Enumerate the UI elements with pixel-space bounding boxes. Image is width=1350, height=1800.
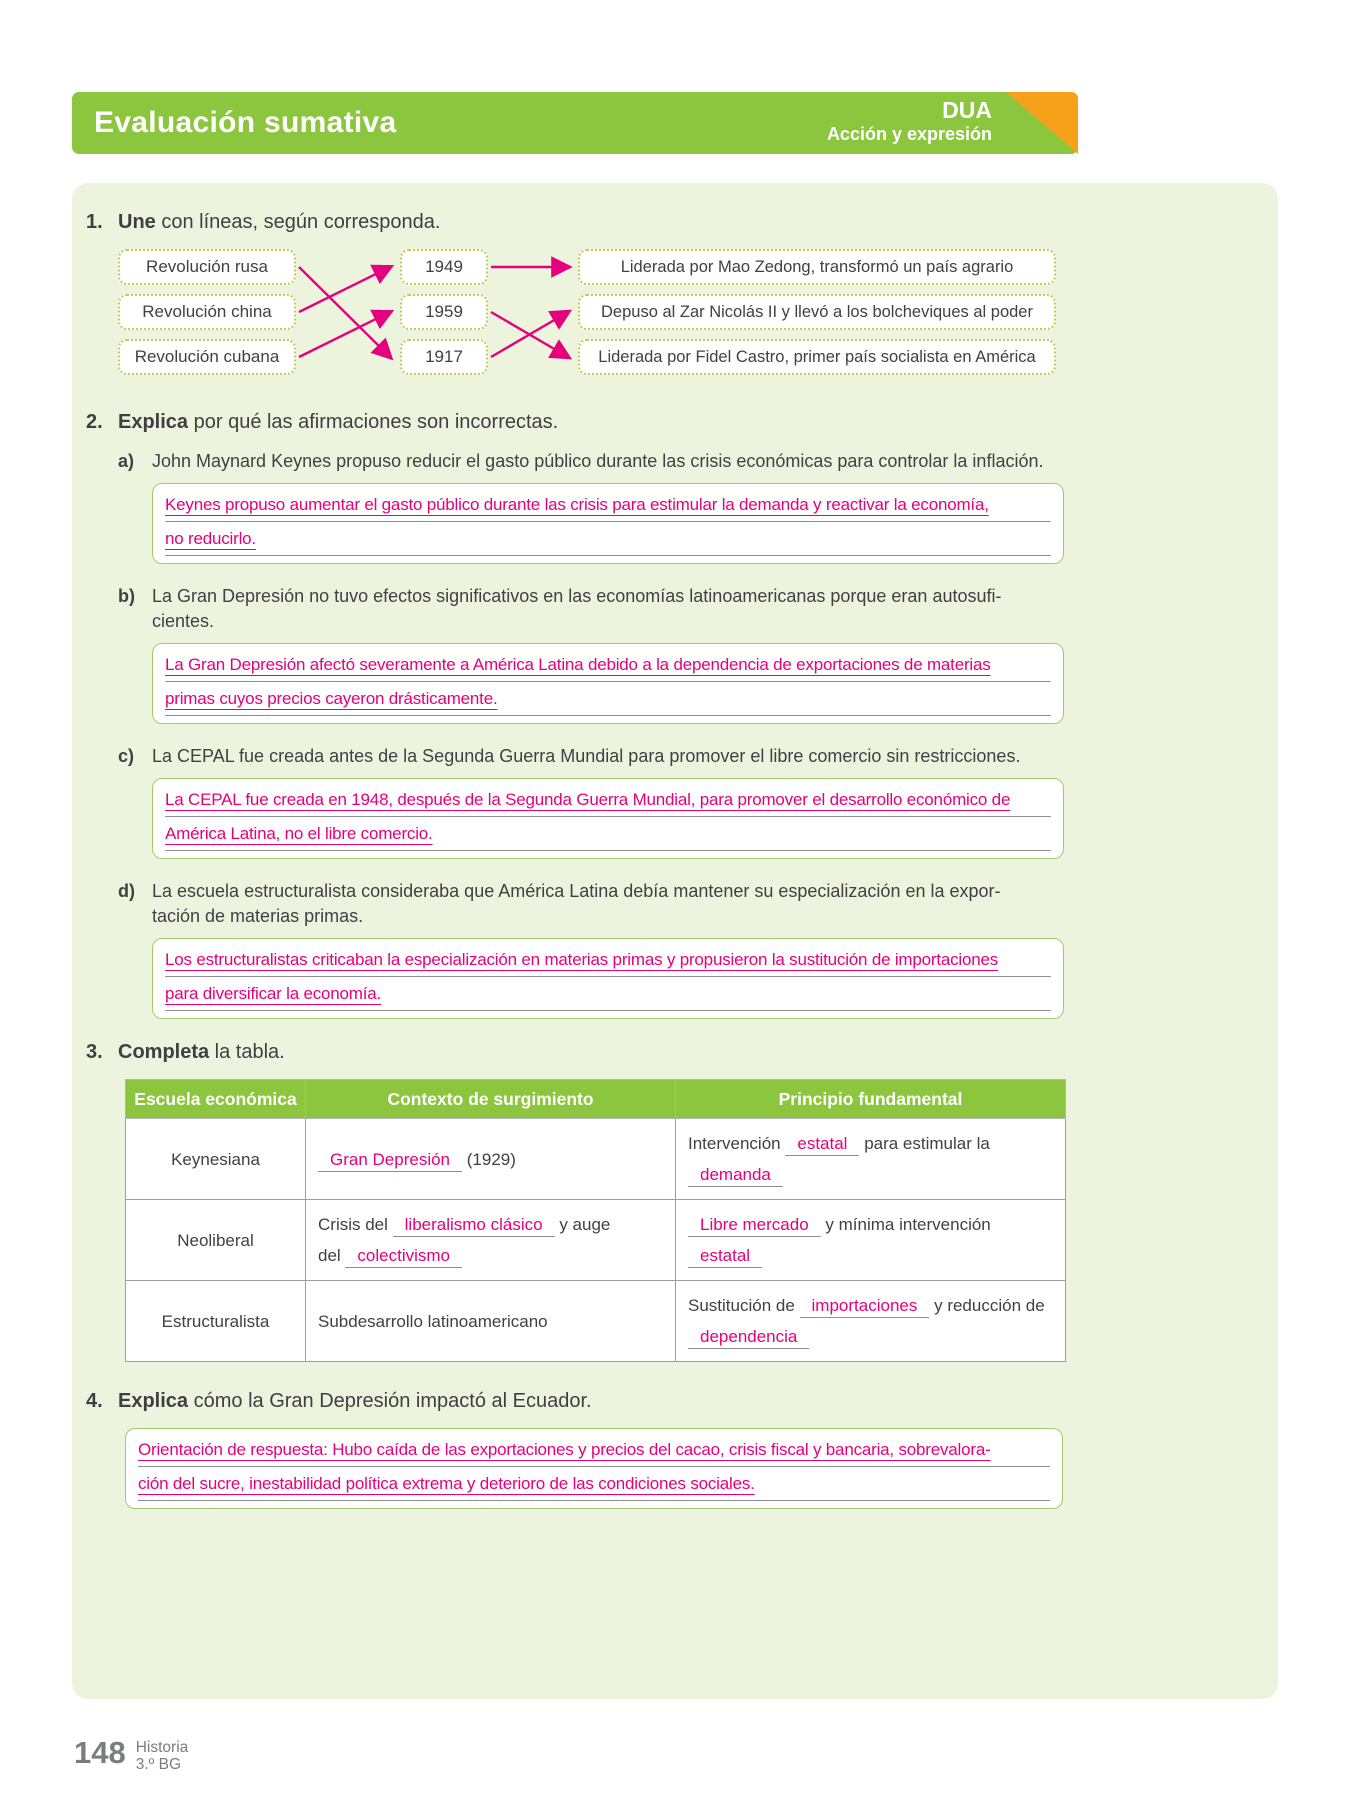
filled-blank: importaciones	[800, 1295, 930, 1318]
context-cell: Subdesarrollo latinoamericano	[306, 1281, 676, 1362]
table-row-estructuralista	[126, 1281, 1066, 1362]
statement-b	[118, 584, 1278, 634]
footer-grade: 3.º BG	[135, 1756, 182, 1773]
completion-table	[125, 1079, 1066, 1362]
footer-subject: Historia	[135, 1739, 189, 1756]
statement-c-text: La CEPAL fue creada antes de la Segunda Guerra Mundial para promover el libre comercio sin restricciones.	[152, 746, 1021, 766]
match-year-item-2: 1917	[400, 339, 488, 375]
school-cell: Keynesiana	[126, 1119, 306, 1200]
answer-line: Orientación de respuesta: Hubo caída de las exportaciones y precios del cacao, crisis fiscal y bancaria, sobrevalora-	[138, 1433, 1050, 1467]
statement-d-text: La escuela estructuralista consideraba que América Latina debía mantener su especialización en la expor- tación de materias primas.	[152, 881, 1001, 926]
question-2-number: 2.	[86, 411, 103, 433]
answer-box-c	[152, 778, 1064, 859]
dua-badge	[827, 98, 992, 145]
context-cell: Crisis del liberalismo clásico y auge del colectivismo	[306, 1200, 676, 1281]
question-2-heading	[86, 409, 1278, 435]
match-year-item-1: 1959	[400, 294, 488, 330]
statement-b-text: La Gran Depresión no tuvo efectos significativos en las economías latinoamericanas porque eran autosufi- cientes.	[152, 586, 1002, 631]
principle-cell: Sustitución de importaciones y reducción de dependencia	[676, 1281, 1066, 1362]
filled-blank: estatal	[688, 1245, 762, 1268]
question-1-heading	[86, 209, 1278, 235]
table-row-neoliberal	[126, 1200, 1066, 1281]
filled-blank: demanda	[688, 1164, 783, 1187]
match-left-item-2: Revolución cubana	[118, 339, 296, 375]
header-bar	[72, 92, 1078, 154]
question-2-item-c	[72, 744, 1278, 859]
page-title: Evaluación sumativa	[94, 106, 397, 139]
filled-blank: Gran Depresión	[318, 1149, 462, 1172]
match-year-item-0: 1949	[400, 249, 488, 285]
statement-a-letter: a)	[118, 451, 135, 471]
table-row-keynesiana	[126, 1119, 1066, 1200]
answer-box-a	[152, 483, 1064, 564]
question-2-title: Explica por qué las afirmaciones son incorrectas.	[118, 411, 559, 433]
table-header-context: Contexto de surgimiento	[306, 1080, 676, 1119]
statement-d-letter: d)	[118, 881, 135, 901]
filled-blank: colectivismo	[345, 1245, 462, 1268]
footer-meta	[136, 1738, 189, 1773]
content-panel	[72, 183, 1278, 1699]
dua-badge-subtitle: Acción y expresión	[826, 124, 992, 145]
answer-line: Los estructuralistas criticaban la especialización en materias primas y propusieron la sustitución de importaciones	[165, 943, 1051, 977]
answer-line: primas cuyos precios cayeron drásticamente.	[165, 682, 1051, 716]
match-desc-item-2: Liderada por Fidel Castro, primer país socialista en América	[578, 339, 1056, 375]
answer-box-d	[152, 938, 1064, 1019]
question-4-heading	[86, 1388, 1278, 1414]
dua-badge-title: DUA	[942, 97, 992, 123]
answer-box-b	[152, 643, 1064, 724]
table-header-principle: Principio fundamental	[676, 1080, 1066, 1119]
answer-line: Keynes propuso aumentar el gasto público durante las crisis para estimular la demanda y reactivar la economía,	[165, 488, 1051, 522]
answer-box-q4	[125, 1428, 1063, 1509]
answer-line: para diversificar la economía.	[165, 977, 1051, 1011]
corner-accent-shape	[1006, 92, 1078, 154]
statement-c-letter: c)	[118, 746, 135, 766]
question-3-number: 3.	[86, 1041, 103, 1063]
filled-blank: estatal	[785, 1133, 859, 1156]
table-header-row	[126, 1080, 1066, 1119]
statement-d	[118, 879, 1278, 929]
principle-cell: Intervención estatal para estimular la demanda	[676, 1119, 1066, 1200]
statement-b-letter: b)	[118, 586, 135, 606]
school-cell: Neoliberal	[126, 1200, 306, 1281]
match-desc-item-0: Liderada por Mao Zedong, transformó un país agrario	[578, 249, 1056, 285]
school-cell: Estructuralista	[126, 1281, 306, 1362]
question-2-item-d	[72, 879, 1278, 1019]
question-2-item-a	[72, 449, 1278, 564]
question-3-heading	[86, 1039, 1278, 1065]
table-header-school: Escuela económica	[126, 1080, 306, 1119]
question-4-title: Explica cómo la Gran Depresión impactó al Ecuador.	[118, 1390, 592, 1412]
question-1-title: Une con líneas, según corresponda.	[118, 211, 441, 233]
page-number: 148	[74, 1735, 126, 1770]
statement-a-text: John Maynard Keynes propuso reducir el gasto público durante las crisis económicas para controlar la inflación.	[152, 451, 1044, 471]
answer-line: La Gran Depresión afectó severamente a América Latina debido a la dependencia de exportaciones de materias	[165, 648, 1051, 682]
match-left-item-0: Revolución rusa	[118, 249, 296, 285]
question-3-title: Completa la tabla.	[118, 1041, 285, 1063]
answer-line: no reducirlo.	[165, 522, 1051, 556]
page-footer	[74, 1735, 189, 1773]
question-4-number: 4.	[86, 1390, 103, 1412]
context-cell: Gran Depresión (1929)	[306, 1119, 676, 1200]
filled-blank: Libre mercado	[688, 1214, 821, 1237]
statement-a	[118, 449, 1278, 474]
filled-blank: dependencia	[688, 1326, 809, 1349]
answer-line: La CEPAL fue creada en 1948, después de la Segunda Guerra Mundial, para promover el desarrollo económico de	[165, 783, 1051, 817]
answer-line: América Latina, no el libre comercio.	[165, 817, 1051, 851]
filled-blank: liberalismo clásico	[393, 1214, 555, 1237]
statement-c	[118, 744, 1278, 769]
match-desc-item-1: Depuso al Zar Nicolás II y llevó a los bolcheviques al poder	[578, 294, 1056, 330]
answer-line: ción del sucre, inestabilidad política extrema y deterioro de las condiciones sociales.	[138, 1467, 1050, 1501]
question-1-number: 1.	[86, 211, 103, 233]
matching-exercise	[118, 249, 1058, 377]
question-2-item-b	[72, 584, 1278, 724]
match-left-item-1: Revolución china	[118, 294, 296, 330]
principle-cell: Libre mercado y mínima intervención estatal	[676, 1200, 1066, 1281]
